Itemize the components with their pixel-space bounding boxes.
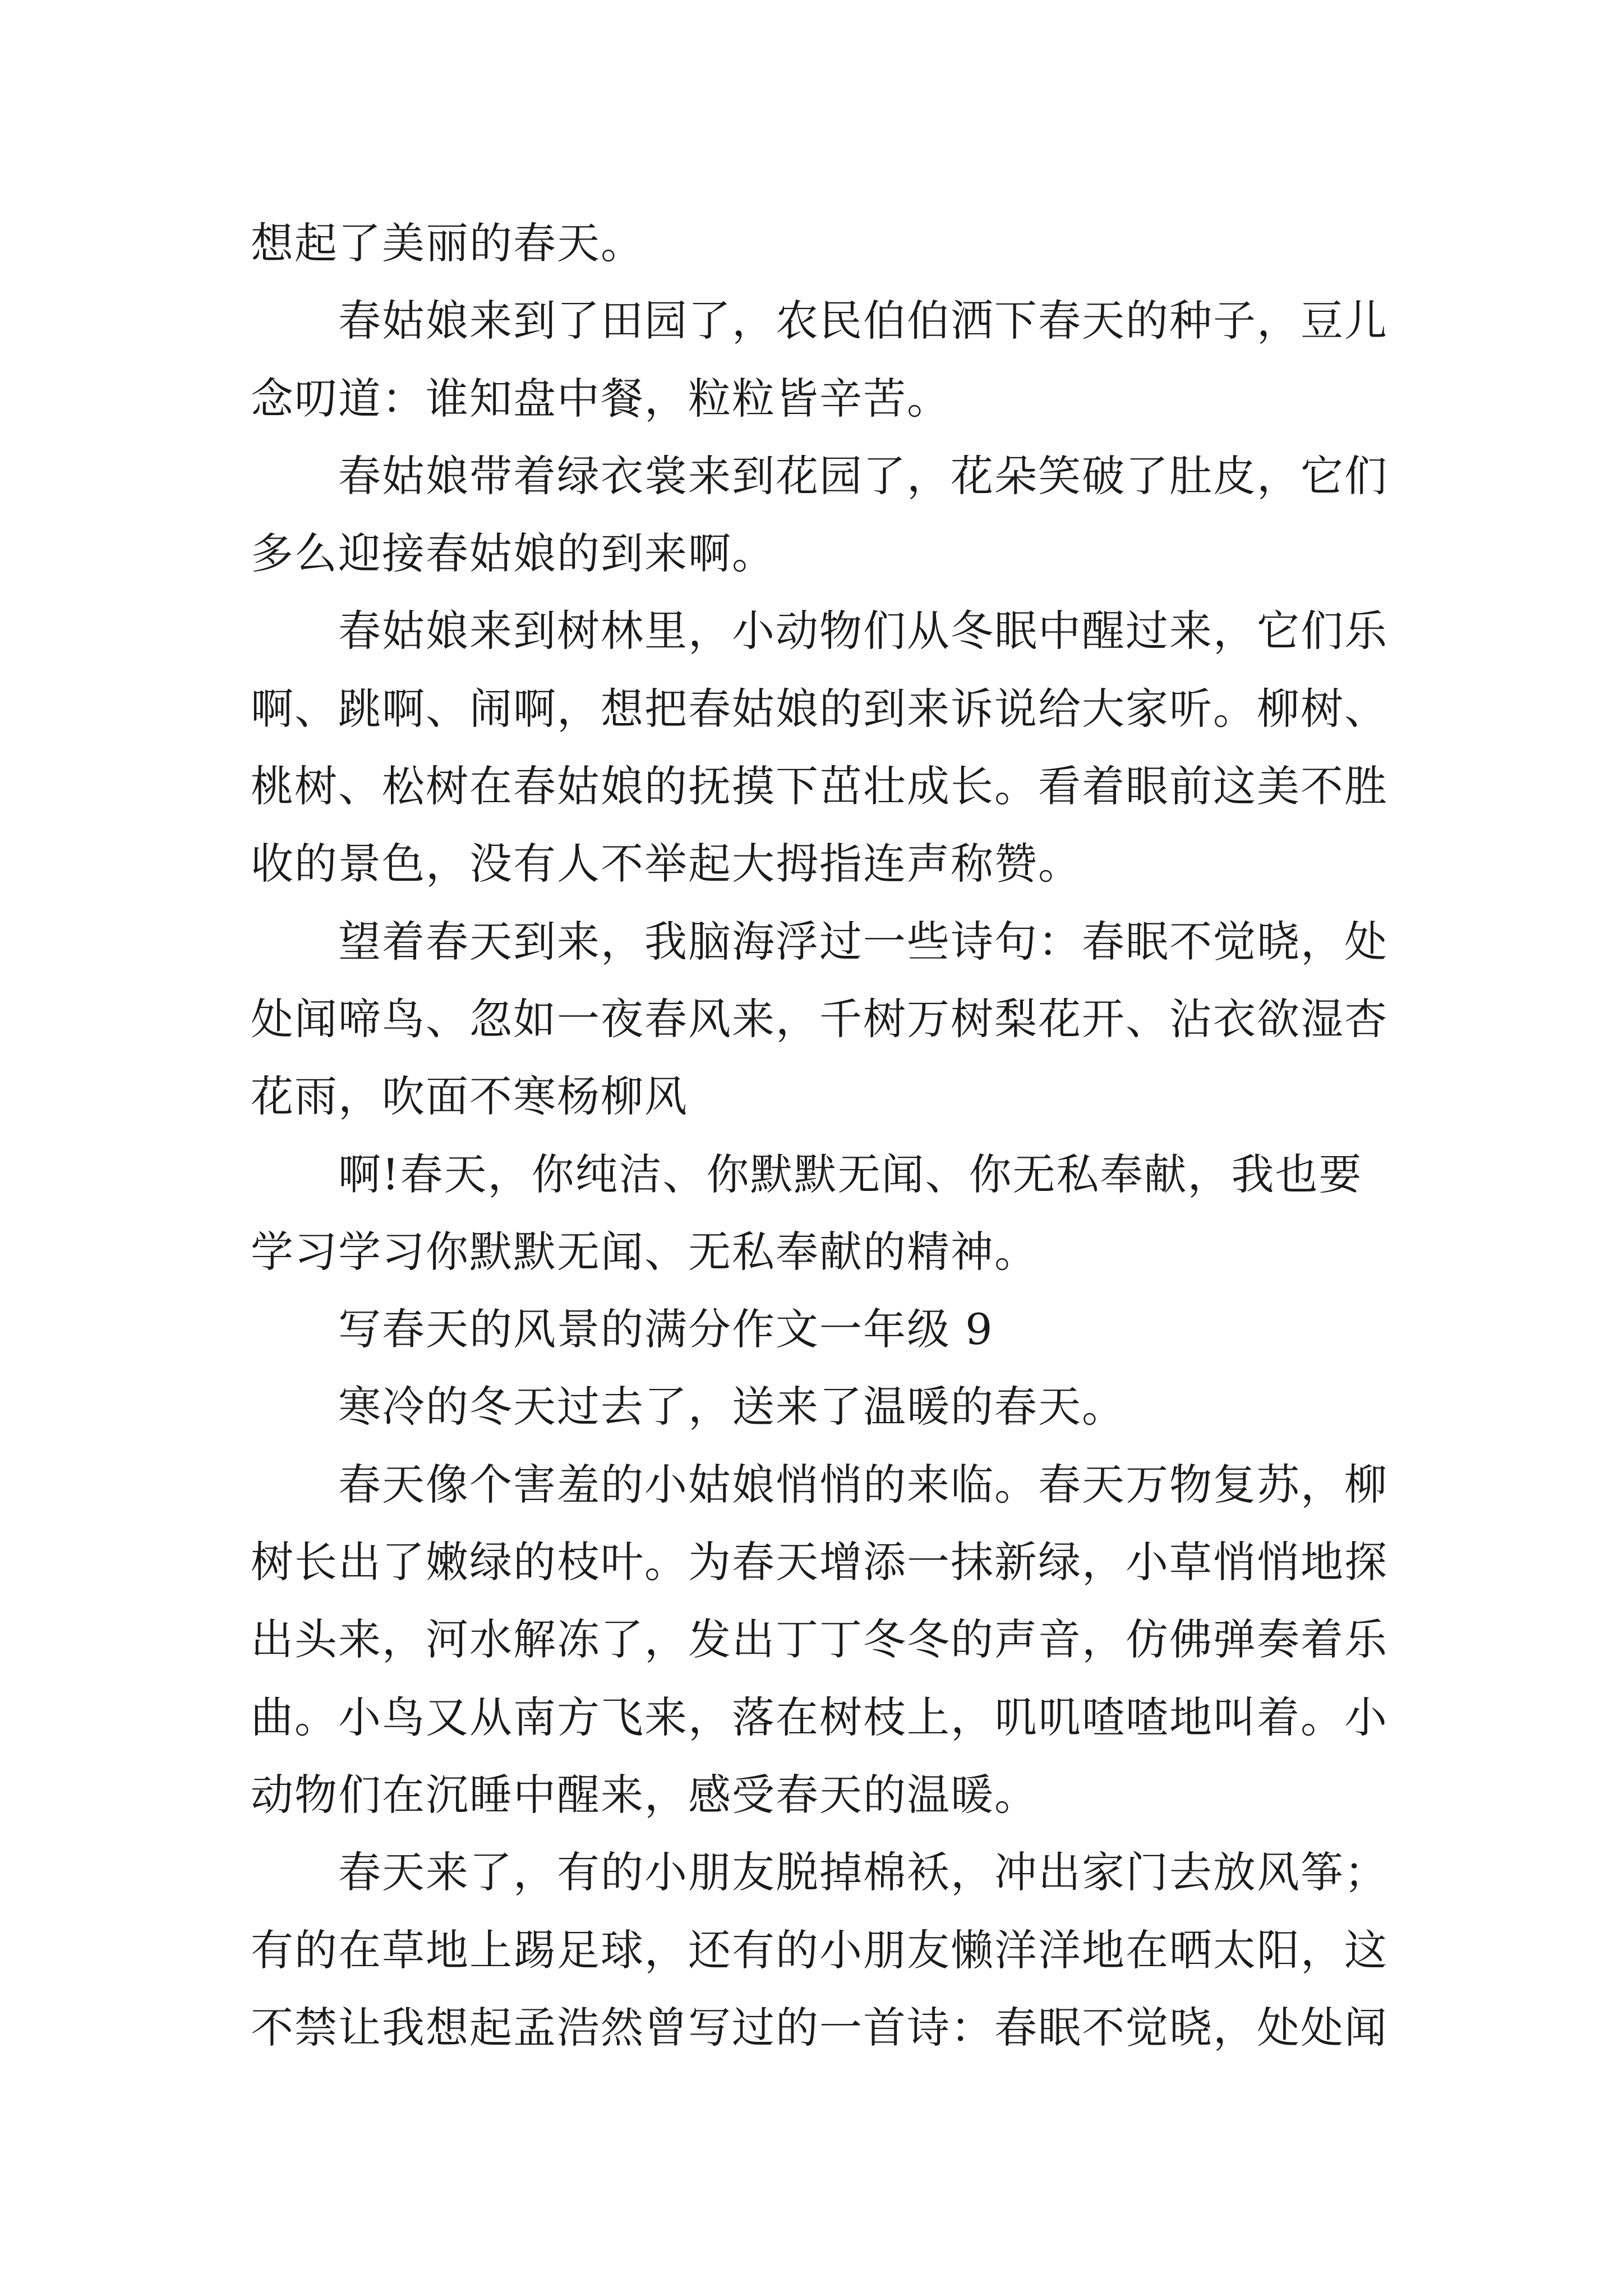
- text-line: 寒冷的冬天过去了，送来了温暖的春天。: [338, 1382, 1126, 1432]
- text-line: 念叨道：谁知盘中餐，粒粒皆辛苦。: [251, 373, 951, 424]
- text-line: 啊!春天，你纯洁、你默默无闻、你无私奉献，我也要: [338, 1149, 1363, 1199]
- text-line: 望着春天到来，我脑海浮过一些诗句：春眠不觉晓，处: [338, 916, 1388, 967]
- text-line: 处闻啼鸟、忽如一夜春风来，千树万树梨花开、沾衣欲湿杏: [251, 993, 1388, 1044]
- paragraph: [251, 1834, 1428, 2067]
- paragraph: [251, 1368, 1428, 1446]
- section-heading: [251, 1291, 1428, 1368]
- text-line: 树长出了嫩绿的枝叶。为春天增添一抹新绿，小草悄悄地探: [251, 1537, 1388, 1588]
- text-line: 曲。小鸟又从南方飞来，落在树枝上，叽叽喳喳地叫着。小: [251, 1692, 1388, 1742]
- paragraph: [251, 1136, 1428, 1291]
- text-line: 花雨，吹面不寒杨柳风: [251, 1071, 688, 1122]
- text-line: 春姑娘带着绿衣裳来到花园了，花朵笑破了肚皮，它们: [338, 450, 1388, 501]
- text-line: 桃树、松树在春姑娘的抚摸下茁壮成长。看着眼前这美不胜: [251, 761, 1388, 812]
- document-body: [251, 205, 1428, 2067]
- paragraph: [251, 438, 1428, 593]
- text-line: 学习学习你默默无闻、无私奉献的精神。: [251, 1226, 1038, 1277]
- text-line: 有的在草地上踢足球，还有的小朋友懒洋洋地在晒太阳，这: [251, 1925, 1388, 1975]
- text-line: 动物们在沉睡中醒来，感受春天的温暖。: [251, 1769, 1038, 1820]
- text-line: 收的景色，没有人不举起大拇指连声称赞。: [251, 839, 1082, 889]
- text-line: 春姑娘来到了田园了，农民伯伯洒下春天的种子，豆儿: [338, 296, 1388, 346]
- paragraph: [251, 205, 1428, 282]
- paragraph: [251, 592, 1428, 903]
- text-line: 春天来了，有的小朋友脱掉棉袄，冲出家门去放风筝；: [338, 1847, 1388, 1898]
- text-line: 出头来，河水解冻了，发出丁丁冬冬的声音，仿佛弹奏着乐: [251, 1614, 1388, 1665]
- text-line: 啊、跳啊、闹啊，想把春姑娘的到来诉说给大家听。柳树、: [251, 683, 1388, 734]
- paragraph: [251, 1446, 1428, 1834]
- text-line: 不禁让我想起孟浩然曾写过的一首诗：春眠不觉晓，处处闻: [251, 2002, 1388, 2053]
- text-line: 春姑娘来到树林里，小动物们从冬眠中醒过来，它们乐: [338, 606, 1388, 656]
- paragraph: [251, 282, 1428, 438]
- text-line: 春天像个害羞的小姑娘悄悄的来临。春天万物复苏，柳: [338, 1459, 1388, 1510]
- text-line: 多么迎接春姑娘的到来啊。: [251, 528, 776, 579]
- heading-line: 写春天的风景的满分作文一年级 9: [338, 1304, 994, 1355]
- text-line: 想起了美丽的春天。: [251, 218, 644, 268]
- paragraph: [251, 903, 1428, 1136]
